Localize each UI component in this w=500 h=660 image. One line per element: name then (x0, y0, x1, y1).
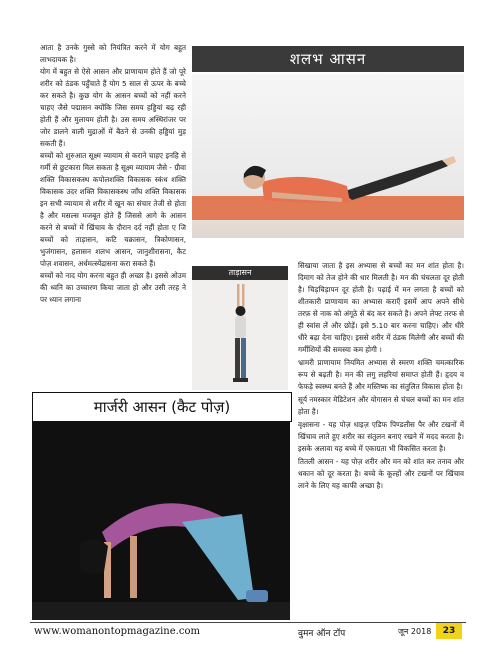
head (236, 306, 246, 316)
right-paragraph-3: सूर्य नमस्कार मेडिटेशन और योगासन से चंचल बच्चों का मन शांत होता है। (298, 395, 464, 416)
shoes (233, 378, 248, 382)
magazine-name: वुमन ऑन टॉप (298, 629, 346, 639)
cat-pose-illustration (32, 422, 290, 620)
left-paragraph-1: आता है उनके गुस्से को नियंत्रित करने में योग बहुत लाभदायक है। (40, 43, 186, 64)
left-leg (235, 338, 240, 378)
footer-divider (30, 622, 466, 623)
right-paragraph-2: भ्रामरी प्राणायाम नियमित अभ्यास से स्मरण शक्ति चमत्कारिक रूप से बढ़ती है। मन की लगु लहरियां समाप्त होती हैं। हृदय व फेफड़े स्वस्थ्य बनते हैं और मस्तिष्क का संतुलित विकास होता है। (298, 358, 464, 391)
left-paragraph-3: बच्चों को शुरुआत सूक्ष्म व्यायाम से कराने चाहए इनहि से गर्मी से छुटकारा मिल सकता है सूक्ष्म व्यायाम जैसे - ग्रीवा शक्ति विकासकस्थ कपोलशक्ति विकासक स्कंध शक्ति विकासक उदर शक्ति विकासकस्थ जाँघ शक्ति विकासक इन सभी व्यायाम से शरीर में खून का संचार तेजी से होता है और मसल्स मजबूत होते हैं जिससे आगे के आसन करने से बच्चों में खिंचाव के दौरान दर्द नहीं होता ए जि बच्चों को ताड़ासन, कटि चक्रासन, त्रिकोणासन, भुजंगासन, हलासन शलभ आसन, जानुशीरासना, कैट पोज़ शवासन, अर्धमत्स्येंद्रासना करा सकते हैं। (40, 151, 186, 268)
hair (80, 539, 108, 574)
tadasana-label: ताड़ासन (192, 266, 288, 280)
floor (32, 602, 290, 620)
tadasana-photo (192, 280, 288, 390)
right-paragraph-1: सिखाया जाता है इस अभ्यास से बच्चों का मन शांत होता है। दिमाग को तेज होने की धार मिलती है। मन की चंचलता दूर होती है। चिड़चिड़ापन दूर होती है। पढ़ाई में मन लगता है बच्चों को शीतकारी प्राणायाम का अभ्यास कराएँ इसमें आप अपने सीधे तरफ़ से नाक को अंगूठे से बंद कर सकते है। अपने लेफ्ट तरफ से ही स्वांस लें और छोड़ें। इसे 5.10 बार करना चाहिए। और धीरे धीरे बढ़ा देना चाहिए। इससे शरीर में ठंडक मिलेगी और बच्चों की गर्मीशियों की समस्या कम होगी । (298, 261, 464, 354)
issue-date: जून 2018 (398, 627, 432, 636)
left-raised-arm (237, 284, 240, 310)
leggings (342, 160, 448, 200)
marjari-asana-heading: मार्जरी आसन (कैट पोज़) (32, 392, 292, 422)
top (235, 316, 246, 338)
left-paragraph-2: योग में बहुत से ऐसे आसन और प्राणायाम होते हैं जो पूरे शरीर को ठंडक पहुँचाते हैं योग 5 साल से ऊपर के बच्चे कर सकते है। कुछ योग के आसन बच्चों को नहीं करने चाहए जैसे पद्मासन क्योंकि जिस समय हड्डियां बढ़ रही होती हैं और मुलायम होती है। उस समय अस्थिरांजर पर जोर डालने वाली मुद्राओं में बैठने से उनकी हड्डियां मुड़ सकती हैं। (40, 67, 186, 148)
patterned-leggings (182, 514, 254, 600)
right-arm (130, 536, 137, 598)
website-url[interactable]: www.womanontopmagazine.com (34, 626, 200, 637)
sneaker (246, 590, 268, 602)
right-paragraph-4: वृक्षासना - यह पोज़ धाइज़ एडिफ पिण्डलीस पैर और टखनों में खिंचाव लाते हुए शरीर का संतुलन बनाए रखने में मदद करता है। इसके अलावा यह बच्चे में एकाग्रता भी विकसित करता है। (298, 420, 464, 453)
right-raised-arm (242, 284, 245, 310)
right-text-column (298, 260, 464, 493)
page-number-badge: 23 (436, 623, 462, 639)
mountain-pose-illustration (192, 280, 288, 390)
shalabh-asana-photo (192, 74, 464, 238)
left-text-column (40, 42, 186, 306)
left-paragraph-4: बच्चों को नाद योग करना बहुत ही अच्छा है। इससे ओउम की ध्वनि का उच्चारण किया जाता हो और उसी तरह ने पर ध्यान लगाना (40, 271, 186, 304)
shalabh-asana-heading: शलभ आसन (192, 46, 464, 72)
right-leg (241, 338, 246, 378)
right-paragraph-5: तितली आसन - यह पोज़ शरीर और मन को शांत कर तनाव और थकान को दूर करता है। बच्चे के कूल्हों और टखनों पर खिंचाव लाने के लिए यह काफी अच्छा है। (298, 457, 464, 490)
marjari-asana-photo (32, 422, 290, 620)
locust-pose-illustration (192, 74, 464, 238)
